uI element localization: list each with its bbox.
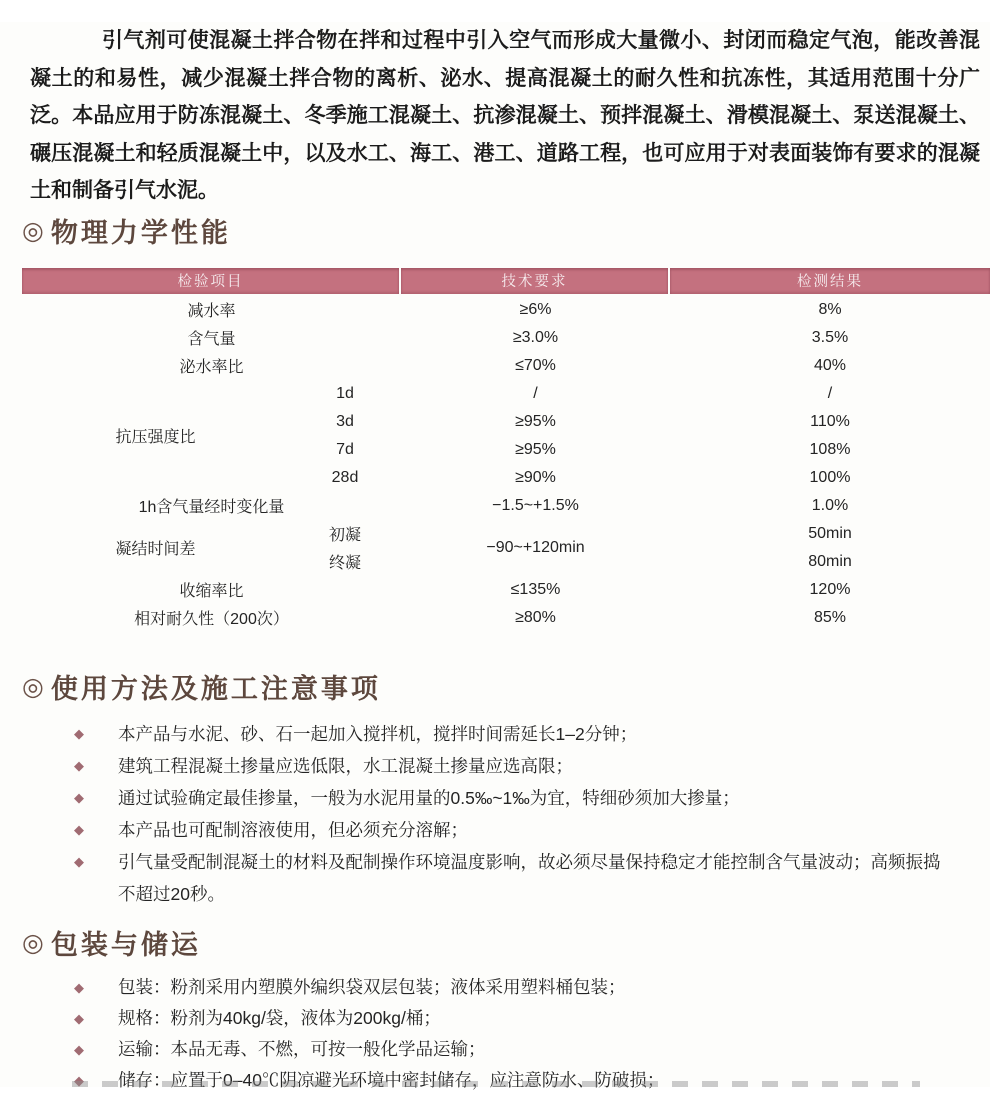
sub-requirement: ≥95% — [515, 412, 556, 430]
requirement-cell: −1.5~+1.5% — [492, 496, 579, 514]
sub-row-label: 28d — [331, 468, 359, 486]
list-item — [72, 1003, 950, 1034]
item-cell: 泌水率比 — [179, 359, 244, 376]
item-cell — [22, 380, 401, 492]
table-row — [22, 520, 990, 576]
group-label: 凝结时间差 — [115, 541, 196, 558]
sub-row-label: 1d — [336, 384, 354, 402]
diamond-bullet-icon: ◆ — [74, 725, 84, 741]
sub-result: 100% — [809, 468, 851, 486]
requirement-cell: −90~+120min — [486, 538, 585, 556]
diamond-bullet-icon: ◆ — [74, 853, 84, 869]
result-cell: 40% — [813, 356, 847, 374]
section-title-physical: 物理力学性能 — [50, 218, 231, 248]
table-row — [22, 604, 990, 632]
section-title-usage: 使用方法及施工注意事项 — [50, 674, 381, 704]
result-cell — [670, 520, 990, 576]
physical-properties-table — [22, 268, 990, 632]
requirement-cell: ≥80% — [515, 608, 556, 626]
table-row — [22, 380, 990, 492]
table-header-item: 检验项目 — [22, 268, 399, 294]
table-header-row — [22, 268, 990, 294]
section-marker-icon: ◎ — [22, 928, 44, 957]
requirement-cell: ≤135% — [510, 580, 561, 598]
table-row — [22, 352, 990, 380]
sub-row-label: 初凝 — [328, 527, 361, 544]
section-title-packaging: 包装与储运 — [50, 930, 201, 960]
list-item — [72, 814, 950, 846]
sub-result: 108% — [809, 440, 851, 458]
section-heading-usage — [22, 670, 990, 704]
table-row — [22, 492, 990, 520]
diamond-bullet-icon: ◆ — [74, 789, 84, 805]
list-item — [72, 846, 950, 910]
bullet-text: 建筑工程混凝土掺量应选低限，水工混凝土掺量应选高限； — [118, 755, 573, 776]
bullet-text: 本产品也可配制溶液使用，但必须充分溶解； — [118, 819, 468, 840]
requirement-cell — [401, 380, 670, 492]
item-cell: 收缩率比 — [179, 583, 244, 600]
sub-row-label: 终凝 — [328, 555, 361, 572]
list-item — [72, 718, 950, 750]
table-header-result: 检测结果 — [670, 268, 990, 294]
bullet-text: 储存：应置于0–40℃阴凉避光环境中密封储存，应注意防水、防破损； — [118, 1069, 665, 1090]
table-row — [22, 576, 990, 604]
bullet-text: 本产品与水泥、砂、石一起加入搅拌机，搅拌时间需延长1–2分钟； — [118, 723, 638, 744]
item-cell: 减水率 — [187, 303, 236, 320]
sub-column — [289, 520, 401, 576]
item-cell — [22, 520, 401, 576]
bullet-text: 包装：粉剂采用内塑膜外编织袋双层包装；液体采用塑料桶包装； — [118, 976, 626, 997]
result-cell: 85% — [813, 608, 847, 626]
list-item — [72, 1065, 950, 1096]
list-item — [72, 972, 950, 1003]
diamond-bullet-icon: ◆ — [74, 757, 84, 773]
diamond-bullet-icon: ◆ — [74, 1041, 84, 1057]
bullet-text: 运输：本品无毒、不燃，可按一般化学品运输； — [118, 1038, 486, 1059]
section-marker-icon: ◎ — [22, 672, 44, 701]
group-label: 抗压强度比 — [115, 429, 196, 446]
sub-row-label: 7d — [336, 440, 354, 458]
result-cell: 3.5% — [811, 328, 849, 346]
diamond-bullet-icon: ◆ — [74, 821, 84, 837]
section-heading-physical-properties — [22, 214, 990, 248]
result-cell: 120% — [809, 580, 851, 598]
result-cell — [670, 380, 990, 492]
section-heading-packaging — [22, 926, 990, 960]
usage-bullet-list — [0, 718, 990, 910]
diamond-bullet-icon: ◆ — [74, 979, 84, 995]
bullet-text: 规格：粉剂为40kg/袋，液体为200kg/桶； — [118, 1007, 441, 1028]
intro-paragraph: 引气剂可使混凝土拌合物在拌和过程中引入空气而形成大量微小、封闭而稳定气泡，能改善混凝土的和易性，减少混凝土拌合物的离析、泌水、提高混凝土的耐久性和抗冻性，其适用范围十分广泛。本品应用于防冻混凝土、冬季施工混凝土、抗渗混凝土、预拌混凝土、滑模混凝土、泵送混凝土、碾压混凝土和轻质混凝土中，以及水工、海工、港工、道路工程，也可应用于对表面装饰有要求的混凝土和制备引气水泥。 — [30, 29, 980, 202]
cutoff-text-line — [72, 1081, 920, 1087]
sub-column — [289, 380, 401, 492]
document-page — [0, 22, 990, 1090]
sub-requirement: / — [533, 384, 538, 402]
result-cell: 1.0% — [811, 496, 849, 514]
sub-result: / — [827, 384, 833, 402]
table-header-requirement: 技术要求 — [401, 268, 668, 294]
requirement-cell: ≥3.0% — [512, 328, 559, 346]
diamond-bullet-icon: ◆ — [74, 1010, 84, 1026]
item-cell: 1h含气量经时变化量 — [138, 499, 285, 516]
table-row — [22, 296, 990, 324]
item-cell: 含气量 — [187, 331, 236, 348]
requirement-cell: ≤70% — [515, 356, 556, 374]
sub-requirement: ≥95% — [515, 440, 556, 458]
packaging-bullet-list — [0, 972, 990, 1096]
sub-requirement: ≥90% — [515, 468, 556, 486]
bullet-text: 通过试验确定最佳掺量，一般为水泥用量的0.5‰~1‰为宜，特细砂须加大掺量； — [118, 787, 740, 808]
sub-result: 110% — [810, 412, 850, 430]
sub-row-label: 3d — [336, 412, 354, 430]
section-marker-icon: ◎ — [22, 216, 44, 245]
bullet-text: 引气量受配制混凝土的材料及配制操作环境温度影响，故必须尽量保持稳定才能控制含气量波动；高频振捣不超过20秒。 — [118, 851, 941, 904]
list-item — [72, 1034, 950, 1065]
result-cell: 8% — [818, 300, 842, 318]
list-item — [72, 750, 950, 782]
sub-result: 80min — [808, 552, 852, 570]
table-body — [22, 294, 990, 632]
diamond-bullet-icon: ◆ — [74, 1072, 84, 1088]
item-cell: 相对耐久性（200次） — [134, 611, 289, 628]
list-item — [72, 782, 950, 814]
sub-result: 50min — [808, 524, 852, 542]
requirement-cell: ≥6% — [519, 300, 552, 318]
table-row — [22, 324, 990, 352]
